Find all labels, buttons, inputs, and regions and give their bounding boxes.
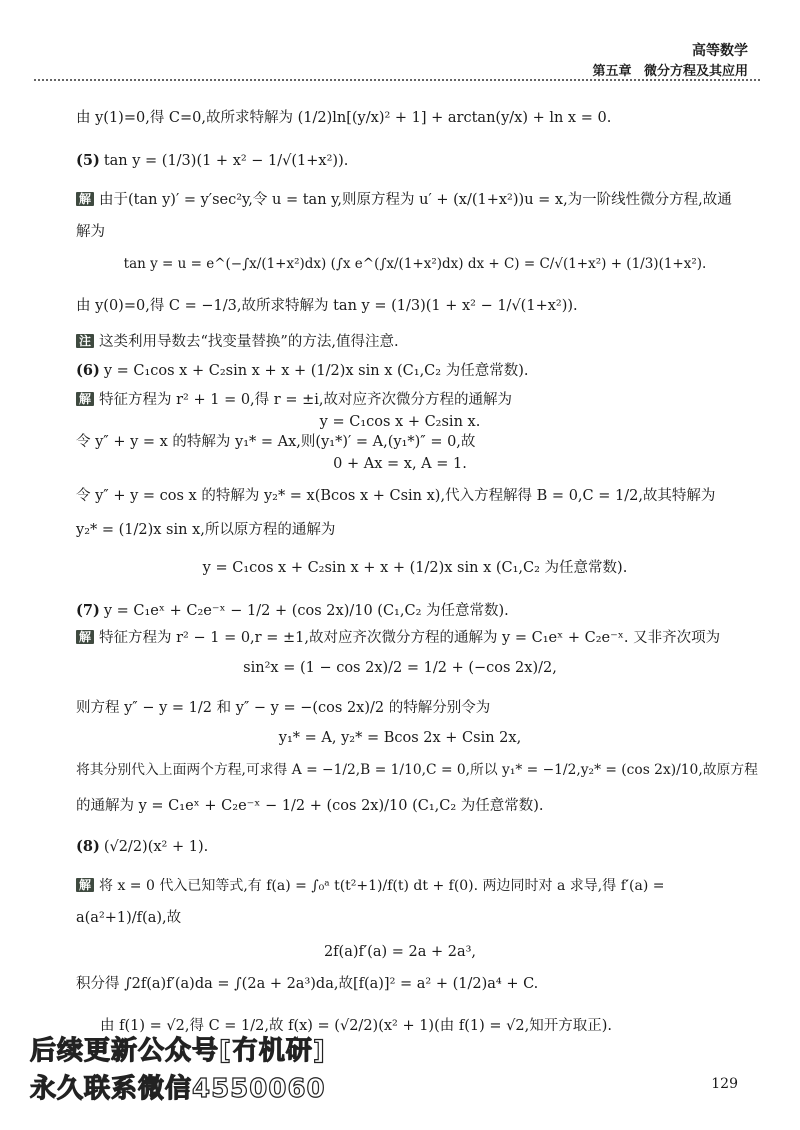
watermark-line-2: 永久联系微信4550060 [30,1074,326,1104]
display-equation: y₁* = A, y₂* = Bcos 2x + Csin 2x, [278,730,522,746]
item-number: (7) [76,602,100,619]
text-line: 的通解为 y = C₁eˣ + C₂e⁻ˣ − 1/2 + (cos 2x)/10 (C₁,C₂ 为任意常数). [76,798,544,814]
problem-item-7: (7) y = C₁eˣ + C₂e⁻ˣ − 1/2 + (cos 2x)/10 (C₁,C₂ 为任意常数). [76,602,509,619]
header-divider [34,79,760,81]
solution-line: 解 特征方程为 r² − 1 = 0,r = ±1,故对应齐次微分方程的通解为 y = C₁eˣ + C₂e⁻ˣ. 又非齐次项为 [76,630,720,647]
solution-badge: 解 [76,878,94,892]
text-line: y₂* = (1/2)x sin x,所以原方程的通解为 [76,522,336,538]
running-header-chapter: 第五章 微分方程及其应用 [592,64,748,79]
problem-item-8: (8) (√2/2)(x² + 1). [76,838,209,855]
running-header-book-title: 高等数学 [692,43,748,59]
display-equation: 0 + Ax = x, A = 1. [333,456,467,472]
solution-badge: 解 [76,392,94,406]
text-line: 令 y″ + y = cos x 的特解为 y₂* = x(Bcos x + Csin x),代入方程解得 B = 0,C = 1/2,故其特解为 [76,488,716,504]
solution-badge: 解 [76,192,94,206]
solution-line: 解 由于(tan y)′ = y′sec²y,令 u = tan y,则原方程为 u′ + (x/(1+x²))u = x,为一阶线性微分方程,故通 [76,192,732,209]
note-badge: 注 [76,334,94,348]
display-equation: sin²x = (1 − cos 2x)/2 = 1/2 + (−cos 2x)/2, [243,660,557,676]
problem-item-5: (5) tan y = (1/3)(1 + x² − 1/√(1+x²)). [76,152,349,169]
text-line: 令 y″ + y = x 的特解为 y₁* = Ax,则(y₁*)′ = A,(y₁*)″ = 0,故 [76,434,476,450]
item-number: (5) [76,152,100,169]
problem-item-6: (6) y = C₁cos x + C₂sin x + x + (1/2)x sin x (C₁,C₂ 为任意常数). [76,362,529,379]
text-line: 解为 [76,224,105,240]
solution-line: 解 将 x = 0 代入已知等式,有 f(a) = ∫₀ᵃ t(t²+1)/f(t) dt + f(0). 两边同时对 a 求导,得 f′(a) = [76,878,665,895]
text-line: 由 y(0)=0,得 C = −1/3,故所求特解为 tan y = (1/3)(1 + x² − 1/√(1+x²)). [76,298,578,314]
text-line: 由 f(1) = √2,得 C = 1/2,故 f(x) = (√2/2)(x² + 1)(由 f(1) = √2,知开方取正). [100,1018,612,1034]
text-line: 由 y(1)=0,得 C=0,故所求特解为 (1/2)ln[(y/x)² + 1] + arctan(y/x) + ln x = 0. [76,110,612,126]
solution-line: 解 特征方程为 r² + 1 = 0,得 r = ±i,故对应齐次微分方程的通解为 [76,392,512,409]
item-number: (8) [76,838,100,855]
display-equation: 2f(a)f′(a) = 2a + 2a³, [323,944,477,960]
text-line: 则方程 y″ − y = 1/2 和 y″ − y = −(cos 2x)/2 的特解分别令为 [76,700,491,716]
text-line: 将其分别代入上面两个方程,可求得 A = −1/2,B = 1/10,C = 0,所以 y₁* = −1/2,y₂* = (cos 2x)/10,故原方程 [76,762,758,778]
text-line: a(a²+1)/f(a),故 [76,910,182,926]
solution-badge: 解 [76,630,94,644]
display-equation: y = C₁cos x + C₂sin x. [319,414,481,430]
watermark-line-1: 后续更新公众号[冇机研] [30,1036,326,1066]
display-equation: tan y = u = e^(−∫x/(1+x²)dx) (∫x e^(∫x/(1+x²)dx) dx + C) = C/√(1+x²) + (1/3)(1+x²). [123,256,707,272]
text-line: 积分得 ∫2f(a)f′(a)da = ∫(2a + 2a³)da,故[f(a)]² = a² + (1/2)a⁴ + C. [76,976,539,992]
display-equation: y = C₁cos x + C₂sin x + x + (1/2)x sin x (C₁,C₂ 为任意常数). [202,560,628,576]
item-number: (6) [76,362,100,379]
note-line: 注 这类利用导数去“找变量替换”的方法,值得注意. [76,334,399,351]
page-number: 129 [711,1076,738,1092]
